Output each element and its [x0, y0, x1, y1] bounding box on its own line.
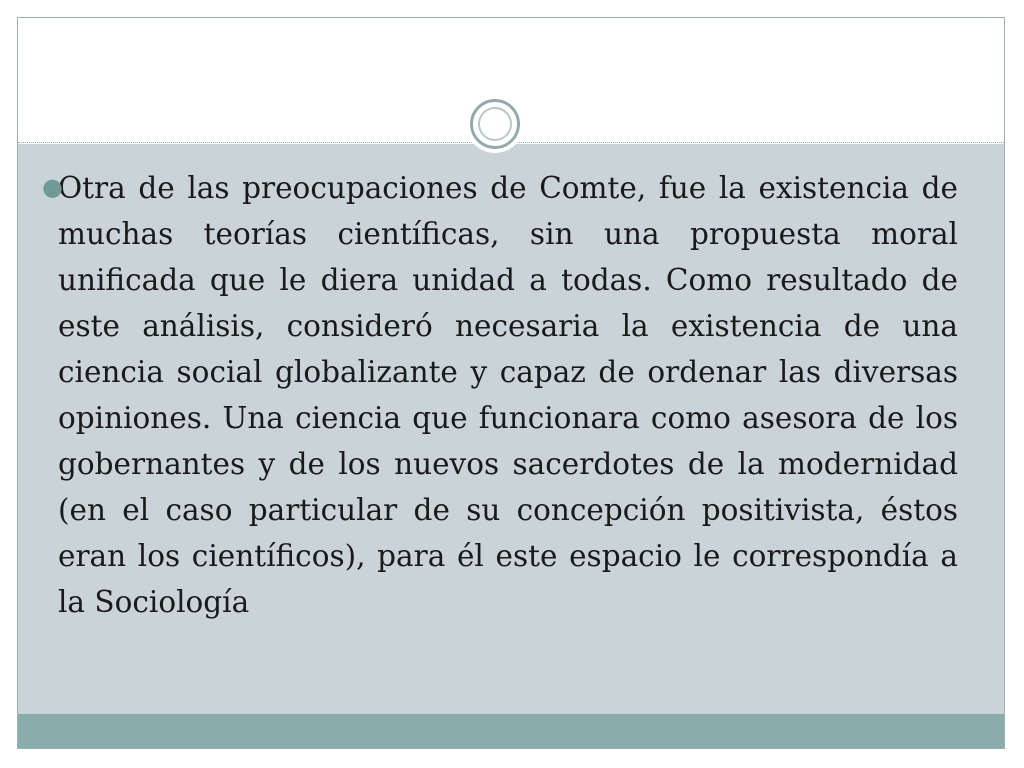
bullet-icon: ●: [42, 173, 63, 201]
bullet-list: [42, 165, 958, 625]
circle-ornament-icon: [466, 95, 524, 153]
footer-band: [18, 714, 1004, 749]
bullet-text: Otra de las preocupaciones de Comte, fue la existencia de muchas teorías científicas, sin una propuesta moral unificada que le diera unidad a todas. Como resultado de este análisis, consideró necesaria la existencia de una ciencia social globalizante y capaz de ordenar las diversas opiniones. Una ciencia que funcionara como asesora de los gobernantes y de los nuevos sacerdotes de la modernidad (en el caso particular de su concepción positivista, éstos eran los científicos), para él este espacio le correspondía a la Sociología: [58, 171, 958, 619]
ornament-inner-ring: [478, 107, 512, 141]
ornament-ring: [470, 99, 520, 149]
bullet-item: [42, 165, 958, 625]
